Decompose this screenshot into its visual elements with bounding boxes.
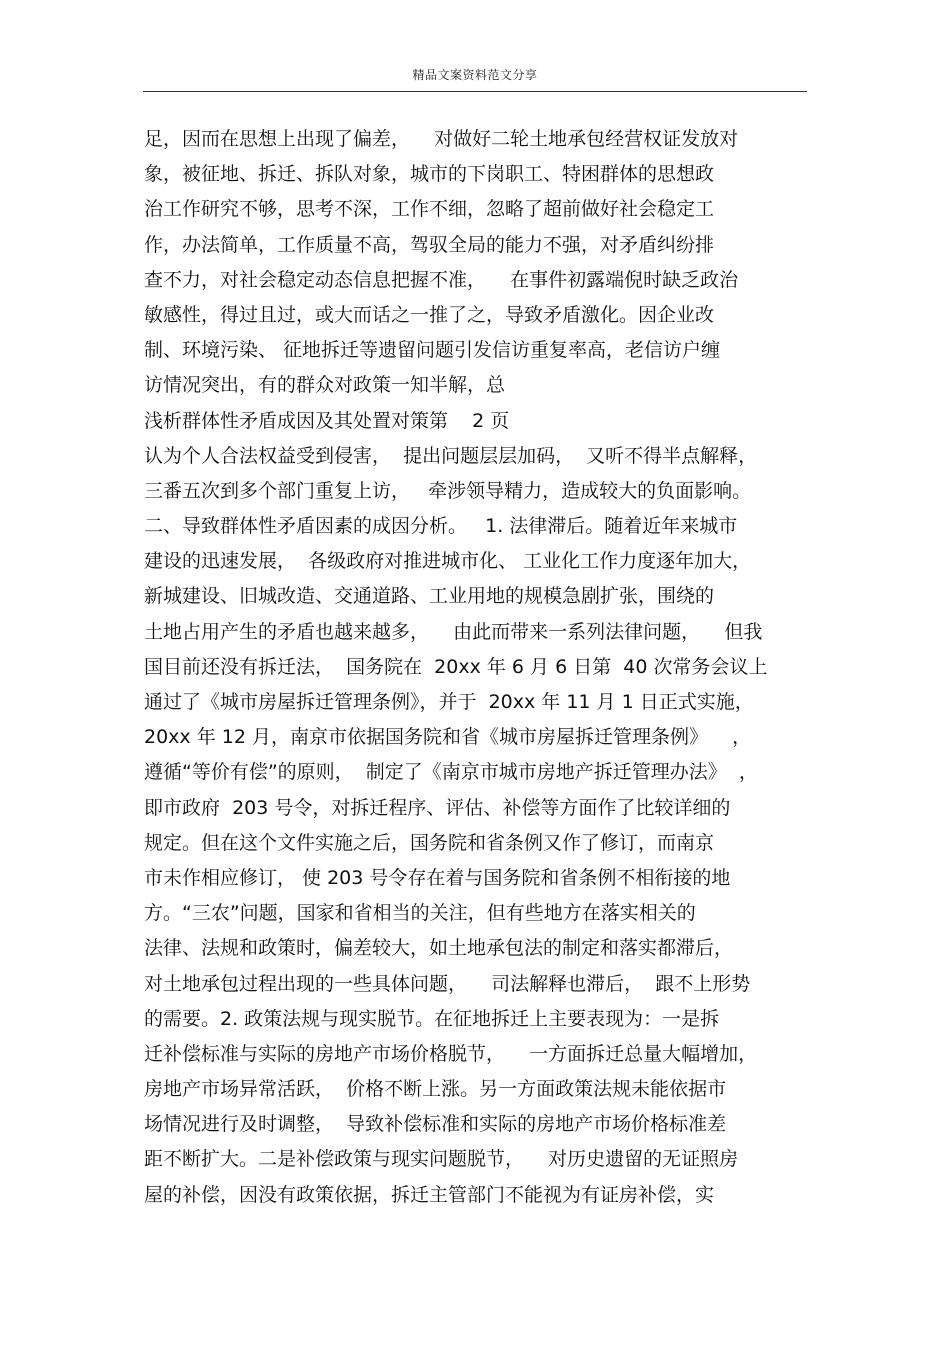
text-line: 规定。但在这个文件实施之后，国务院和省条例又作了修订，而南京 <box>144 831 715 854</box>
text-line: 浅析群体性矛盾成因及其处置对策第 2 页 <box>144 409 510 432</box>
text-line: 土地占用产生的矛盾也越来越多， 由此而带来一系列法律问题， 但我 <box>144 620 763 643</box>
text-line: 治工作研究不够，思考不深，工作不细，忽略了超前做好社会稳定工 <box>144 198 715 221</box>
text-line: 三番五次到多个部门重复上访， 牵涉领导精力，造成较大的负面影响。 <box>144 479 752 502</box>
page-header: 精品文案资料范文分享 <box>412 68 538 82</box>
text-line: 场情况进行及时调整， 导致补偿标准和实际的房地产市场价格标准差 <box>144 1113 727 1136</box>
text-line: 市未作相应修订， 使 203 号令存在着与国务院和省条例不相衔接的地 <box>144 866 731 889</box>
text-line: 即市政府 203 号令，对拆迁程序、评估、补偿等方面作了比较详细的 <box>144 796 731 819</box>
text-line: 法律、法规和政策时，偏差较大，如土地承包法的制定和落实都滞后， <box>144 937 734 960</box>
text-line: 房地产市场异常活跃， 价格不断上涨。另一方面政策法规未能依据市 <box>144 1078 727 1101</box>
text-line: 认为个人合法权益受到侵害， 提出问题层层加码， 又听不得半点解释， <box>144 444 758 467</box>
text-line: 足，因而在思想上出现了偏差， 对做好二轮土地承包经营权证发放对 <box>144 128 739 150</box>
text-line: 查不力，对社会稳定动态信息把握不准， 在事件初露端倪时缺乏政治 <box>144 268 739 291</box>
text-line: 20xx 年 12 月，南京市依据国务院和省《城市房屋拆迁管理条例》 ， <box>144 726 752 749</box>
text-line: 距不断扩大。二是补偿政策与现实问题脱节， 对历史遗留的无证照房 <box>144 1148 739 1171</box>
text-line: 制、环境污染、 征地拆迁等遗留问题引发信访重复率高，老信访户缠 <box>144 339 721 362</box>
text-line: 作，办法简单，工作质量不高，驾驭全局的能力不强，对矛盾纠纷排 <box>144 233 715 256</box>
text-line: 的需要。2. 政策法规与现实脱节。在征地拆迁上主要表现为：一是拆 <box>144 1007 720 1030</box>
text-line: 对土地承包过程出现的一些具体问题， 司法解释也滞后， 跟不上形势 <box>144 972 751 995</box>
text-line: 遵循“等价有偿”的原则， 制定了《南京市城市房地产拆迁管理办法》 ， <box>144 761 758 784</box>
header-divider <box>143 91 807 92</box>
text-line: 迁补偿标准与实际的房地产市场价格脱节， 一方面拆迁总量大幅增加， <box>144 1042 758 1065</box>
text-line: 通过了《城市房屋拆迁管理条例》，并于 20xx 年 11 月 1 日正式实施， <box>144 691 754 713</box>
text-line: 建设的迅速发展， 各级政府对推进城市化、 工业化工作力度逐年加大， <box>144 550 752 573</box>
text-line: 象，被征地、拆迁、拆队对象，城市的下岗职工、特困群体的思想政 <box>144 163 715 186</box>
text-line: 访情况突出，有的群众对政策一知半解，总 <box>144 374 506 397</box>
text-line: 国目前还没有拆迁法， 国务院在 20xx 年 6 月 6 日第 40 次常务会议上 <box>144 655 768 678</box>
text-line: 二、导致群体性矛盾因素的成因分析。 1. 法律滞后。随着近年来城市 <box>144 515 738 538</box>
text-line: 新城建设、旧城改造、交通道路、工业用地的规模急剧扩张，围绕的 <box>144 585 715 608</box>
text-line: 屋的补偿，因没有政策依据，拆迁主管部门不能视为有证房补偿，实 <box>144 1183 715 1206</box>
text-line: 敏感性，得过且过，或大而话之一推了之，导致矛盾激化。因企业改 <box>144 303 715 326</box>
body-text <box>144 122 824 1213</box>
text-line: 方。“三农”问题，国家和省相当的关注，但有些地方在落实相关的 <box>144 902 696 925</box>
